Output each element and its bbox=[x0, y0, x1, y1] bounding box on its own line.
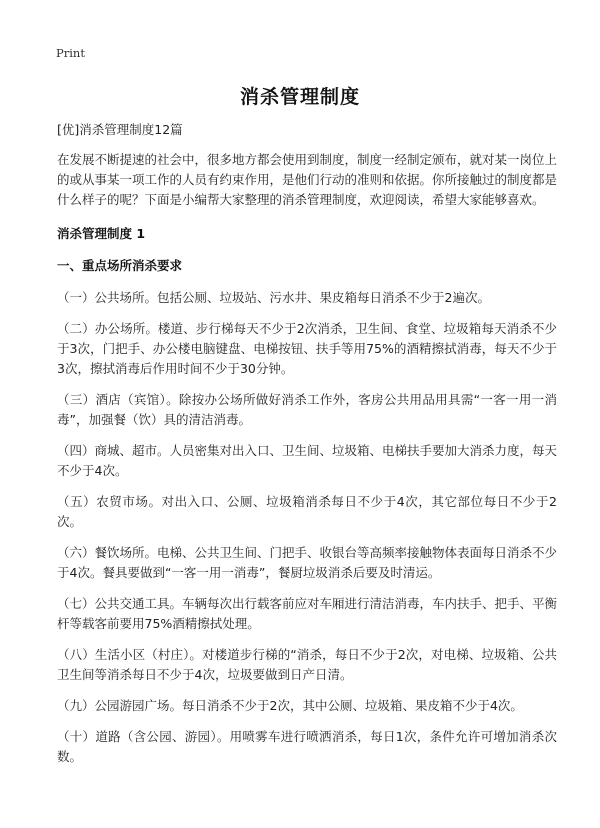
document-subtitle: [优]消杀管理制度12篇 bbox=[57, 122, 183, 137]
page-title: 消杀管理制度 bbox=[239, 86, 360, 108]
subsection-heading: 一、重点场所消杀要求 bbox=[57, 258, 183, 273]
paragraph-2: （二）办公场所。楼道、步行梯每天不少于2次消杀，卫生间、食堂、垃圾箱每天消杀不少于3次，门把手、办公楼电脑键盘、电梯按钮、扶手等用75%的酒精擦拭消毒，每天不少于3次，擦拭消毒后作用时间不少于30分钟。 bbox=[57, 321, 557, 376]
intro-paragraph: 在发展不断提速的社会中，很多地方都会使用到制度，制度一经制定颁布，就对某一岗位上的或从事某一项工作的人员有约束作用，是他们行动的准则和依据。你所接触过的制度都是什么样子的呢？下面是小编帮大家整理的消杀管理制度，欢迎阅读，希望大家能够喜欢。 bbox=[57, 152, 558, 207]
document-body bbox=[57, 120, 557, 778]
paragraph-4: （四）商城、超市。人员密集对出入口、卫生间、垃圾箱、电梯扶手要加大消杀力度，每天不少于4次。 bbox=[57, 443, 558, 478]
paragraph-3: （三）酒店（宾馆）。除按办公场所做好消杀工作外，客房公共用品用具需“一客一用一消毒”，加强餐（饮）具的清洁消毒。 bbox=[57, 392, 557, 427]
paragraph-9: （九）公园游园广场。每日消杀不少于2次，其中公厕、垃圾箱、果皮箱不少于4次。 bbox=[57, 698, 523, 713]
print-link[interactable]: Print bbox=[56, 46, 85, 60]
section-heading: 消杀管理制度 1 bbox=[57, 226, 146, 241]
paragraph-6: （六）餐饮场所。电梯、公共卫生间、门把手、收银台等高频率接触物体表面每日消杀不少于4次。餐具要做到“一客一用一消毒”，餐厨垃圾消杀后要及时清运。 bbox=[57, 545, 558, 580]
paragraph-1: （一）公共场所。包括公厕、垃圾站、污水井、果皮箱每日消杀不少于2遍次。 bbox=[57, 290, 490, 305]
paragraph-10: （十）道路（含公园、游园）。用喷雾车进行喷洒消杀，每日1次，条件允许可增加消杀次数。 bbox=[57, 729, 557, 764]
paragraph-7: （七）公共交通工具。车辆每次出行载客前应对车厢进行清洁消毒，车内扶手、把手、平衡杆等载客前要用75%酒精擦拭处理。 bbox=[57, 596, 558, 631]
paragraph-5: （五）农贸市场。对出入口、公厕、垃圾箱消杀每日不少于4次，其它部位每日不少于2次。 bbox=[57, 494, 557, 529]
paragraph-8: （八）生活小区（村庄）。对楼道步行梯的“消杀，每日不少于2次，对电梯、垃圾箱、公共卫生间等消杀每日不少于4次，垃圾要做到日产日清。 bbox=[57, 647, 557, 682]
